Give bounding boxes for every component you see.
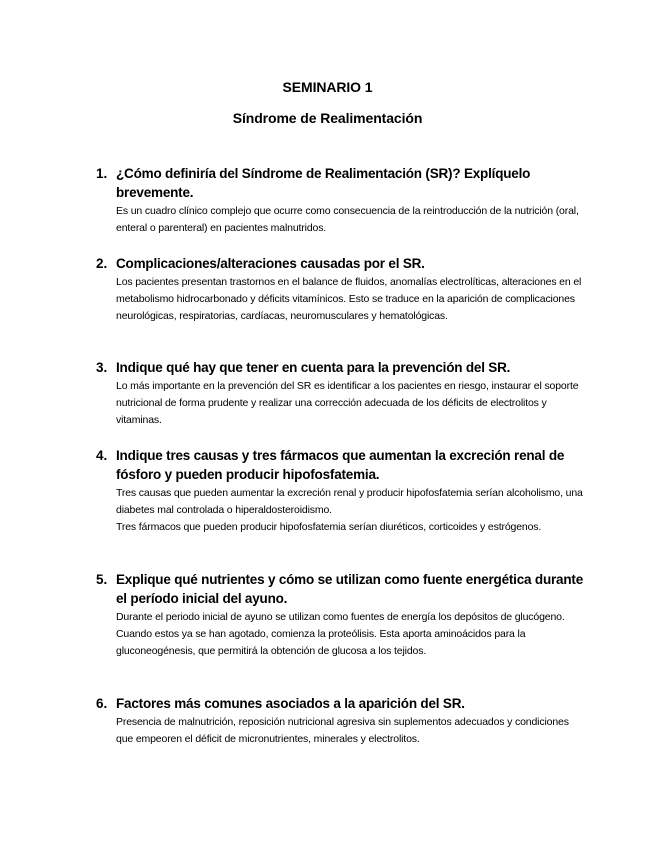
- question-number: 5.: [96, 572, 108, 587]
- question-answer: [116, 714, 586, 748]
- question-number: 1.: [96, 166, 108, 181]
- question-5: [96, 570, 586, 659]
- answer-paragraph: Es un cuadro clínico complejo que ocurre como consecuencia de la reintroducción de la nutrición (oral, enteral o parenteral) en pacientes malnutridos.: [116, 205, 579, 234]
- document-subtitle: Síndrome de Realimentación: [232, 110, 423, 126]
- question-heading: Explique qué nutrientes y cómo se utilizan como fuente energética durante el período inicial del ayuno.: [116, 572, 583, 606]
- question-heading: Indique tres causas y tres fármacos que aumentan la excreción renal de fósforo y pueden producir hipofosfatemia.: [116, 448, 565, 482]
- answer-paragraph: Lo más importante en la prevención del SR es identificar a los pacientes en riesgo, instaurar el soporte nutricional de forma prudente y realizar una corrección adecuada de los déficits de electrolitos y vitaminas.: [116, 380, 579, 426]
- answer-paragraph: Presencia de malnutrición, reposición nutricional agresiva sin suplementos adecuados y condiciones que empeoren el déficit de micronutrientes, minerales y electrolitos.: [116, 716, 569, 745]
- question-2: [96, 254, 586, 324]
- question-number: 2.: [96, 256, 108, 271]
- question-number: 6.: [96, 696, 108, 711]
- question-answer: [116, 609, 586, 659]
- answer-paragraph: Durante el periodo inicial de ayuno se utilizan como fuentes de energía los depósitos de glucógeno. Cuando estos ya se han agotado, comienza la proteólisis. Esta aporta aminoácidos para la gluconeogénesis, que permitirá la obtención de glucosa a los tejidos.: [116, 611, 565, 657]
- question-6: [96, 694, 586, 748]
- document-title: SEMINARIO 1: [282, 79, 373, 95]
- question-number: 3.: [96, 360, 108, 375]
- question-number: 4.: [96, 448, 108, 463]
- question-heading: Factores más comunes asociados a la aparición del SR.: [116, 696, 465, 711]
- question-answer: [116, 378, 586, 428]
- question-answer: [116, 485, 586, 535]
- question-1: [96, 164, 586, 237]
- question-heading: Complicaciones/alteraciones causadas por el SR.: [116, 256, 425, 271]
- answer-paragraph: Los pacientes presentan trastornos en el balance de fluidos, anomalías electrolíticas, alteraciones en el metabolismo hidrocarbonado y déficits vitamínicos. Esto se traduce en la aparición de complicaciones neurológicas, respiratorias, cardíacas, neuromusculares y hematológicas.: [116, 276, 582, 322]
- question-answer: [116, 203, 586, 237]
- question-heading: Indique qué hay que tener en cuenta para la prevención del SR.: [116, 360, 511, 375]
- question-4: [96, 446, 586, 535]
- question-answer: [116, 274, 586, 324]
- question-heading: ¿Cómo definiría del Síndrome de Realimentación (SR)? Explíquelo brevemente.: [116, 166, 531, 200]
- answer-paragraph: Tres fármacos que pueden producir hipofosfatemia serían diuréticos, corticoides y estrógenos.: [116, 520, 542, 533]
- answer-paragraph: Tres causas que pueden aumentar la excreción renal y producir hipofosfatemia serían alcoholismo, una diabetes mal controlada o hiperaldosteroidismo.: [116, 487, 583, 516]
- question-3: [96, 358, 586, 428]
